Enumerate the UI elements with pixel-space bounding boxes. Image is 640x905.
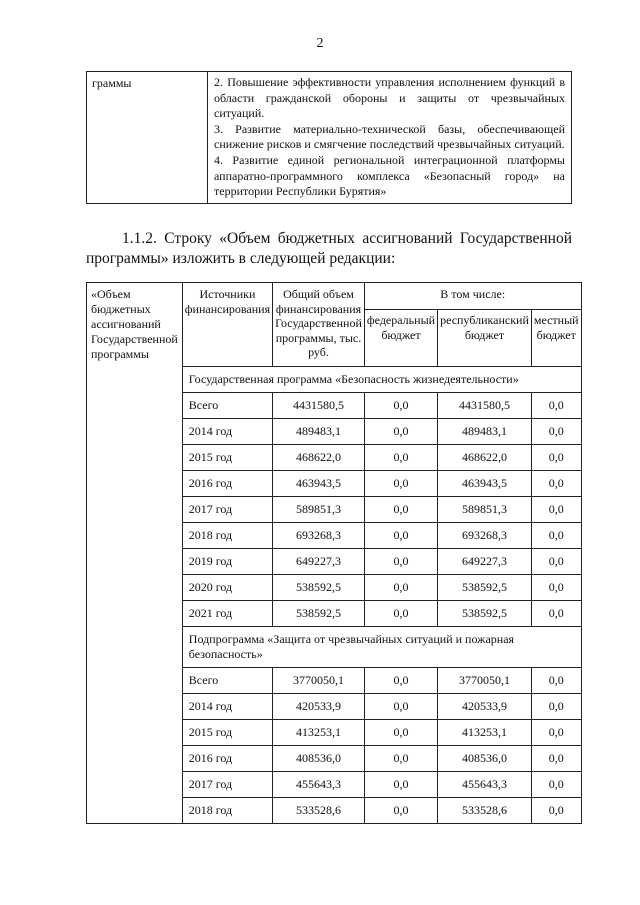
total-cell: 533528,6 xyxy=(273,798,365,824)
federal-cell: 0,0 xyxy=(364,419,437,445)
top-table-row xyxy=(87,72,572,204)
local-cell: 0,0 xyxy=(531,497,581,523)
including-header: В том числе: xyxy=(364,283,581,310)
period-cell: 2014 год xyxy=(182,694,272,720)
local-cell: 0,0 xyxy=(531,445,581,471)
budget-label-cell: «Объем бюджетных ассигнований Государственной программы xyxy=(87,283,183,824)
federal-cell: 0,0 xyxy=(364,471,437,497)
total-cell: 589851,3 xyxy=(273,497,365,523)
federal-cell: 0,0 xyxy=(364,772,437,798)
budget-table-body xyxy=(87,283,582,824)
federal-cell: 0,0 xyxy=(364,445,437,471)
total-cell: 693268,3 xyxy=(273,523,365,549)
federal-cell: 0,0 xyxy=(364,523,437,549)
republic-cell: 533528,6 xyxy=(438,798,532,824)
budget-table xyxy=(86,282,582,824)
period-cell: 2016 год xyxy=(182,471,272,497)
republic-header: республиканский бюджет xyxy=(438,310,532,367)
local-cell: 0,0 xyxy=(531,746,581,772)
republic-cell: 413253,1 xyxy=(438,720,532,746)
republic-cell: 408536,0 xyxy=(438,746,532,772)
total-cell: 408536,0 xyxy=(273,746,365,772)
total-cell: 413253,1 xyxy=(273,720,365,746)
local-cell: 0,0 xyxy=(531,575,581,601)
federal-cell: 0,0 xyxy=(364,549,437,575)
amendment-paragraph xyxy=(86,229,572,269)
goal-item-2: 2. Повышение эффективности управления исполнением функций в области гражданской обороны и защиты от чрезвычайных ситуаций. xyxy=(214,75,565,121)
total-cell: 420533,9 xyxy=(273,694,365,720)
republic-cell: 4431580,5 xyxy=(438,393,532,419)
sources-header: Источники финансирования xyxy=(182,283,272,367)
republic-cell: 455643,3 xyxy=(438,772,532,798)
local-cell: 0,0 xyxy=(531,694,581,720)
local-cell: 0,0 xyxy=(531,419,581,445)
republic-cell: 589851,3 xyxy=(438,497,532,523)
local-cell: 0,0 xyxy=(531,601,581,627)
federal-cell: 0,0 xyxy=(364,668,437,694)
period-cell: 2014 год xyxy=(182,419,272,445)
local-cell: 0,0 xyxy=(531,798,581,824)
total-cell: 455643,3 xyxy=(273,772,365,798)
republic-cell: 538592,5 xyxy=(438,575,532,601)
local-cell: 0,0 xyxy=(531,549,581,575)
federal-cell: 0,0 xyxy=(364,746,437,772)
total-cell: 489483,1 xyxy=(273,419,365,445)
local-cell: 0,0 xyxy=(531,772,581,798)
amendment-text: 1.1.2. Строку «Объем бюджетных ассигнований Государственной программы» изложить в следующей редакции: xyxy=(86,230,572,267)
local-cell: 0,0 xyxy=(531,523,581,549)
total-cell: 538592,5 xyxy=(273,601,365,627)
local-cell: 0,0 xyxy=(531,393,581,419)
period-cell: 2020 год xyxy=(182,575,272,601)
republic-cell: 693268,3 xyxy=(438,523,532,549)
republic-cell: 468622,0 xyxy=(438,445,532,471)
republic-cell: 489483,1 xyxy=(438,419,532,445)
period-cell: 2017 год xyxy=(182,497,272,523)
local-cell: 0,0 xyxy=(531,471,581,497)
section-title: Подпрограмма «Защита от чрезвычайных ситуаций и пожарная безопасность» xyxy=(182,627,581,668)
top-table-left-cell: граммы xyxy=(87,72,208,204)
republic-cell: 420533,9 xyxy=(438,694,532,720)
federal-header: федеральный бюджет xyxy=(364,310,437,367)
republic-cell: 3770050,1 xyxy=(438,668,532,694)
period-cell: Всего xyxy=(182,393,272,419)
period-cell: 2019 год xyxy=(182,549,272,575)
goal-item-4: 4. Развитие единой региональной интеграционной платформы аппаратно-программного комплекса «Безопасный город» на территории Республики Бурятия» xyxy=(214,152,565,199)
section-title: Государственная программа «Безопасность жизнедеятельности» xyxy=(182,367,581,393)
local-header: местный бюджет xyxy=(531,310,581,367)
republic-cell: 463943,5 xyxy=(438,471,532,497)
period-cell: 2018 год xyxy=(182,523,272,549)
goal-item-3: 3. Развитие материально-технической базы, обеспечивающей снижение рисков и смягчение последствий чрезвычайных ситуаций. xyxy=(214,121,565,152)
total-cell: 3770050,1 xyxy=(273,668,365,694)
page-number: 2 xyxy=(316,36,324,51)
federal-cell: 0,0 xyxy=(364,575,437,601)
total-cell: 463943,5 xyxy=(273,471,365,497)
local-cell: 0,0 xyxy=(531,720,581,746)
local-cell: 0,0 xyxy=(531,668,581,694)
period-cell: 2015 год xyxy=(182,445,272,471)
total-cell: 649227,3 xyxy=(273,549,365,575)
republic-cell: 538592,5 xyxy=(438,601,532,627)
top-table-right-cell xyxy=(208,72,572,204)
period-cell: 2017 год xyxy=(182,772,272,798)
total-cell: 4431580,5 xyxy=(273,393,365,419)
federal-cell: 0,0 xyxy=(364,393,437,419)
federal-cell: 0,0 xyxy=(364,720,437,746)
period-cell: 2018 год xyxy=(182,798,272,824)
period-cell: Всего xyxy=(182,668,272,694)
period-cell: 2015 год xyxy=(182,720,272,746)
total-header: Общий объем финансирования Государственной программы, тыс. руб. xyxy=(273,283,365,367)
header-row xyxy=(87,283,582,310)
federal-cell: 0,0 xyxy=(364,497,437,523)
top-table xyxy=(86,71,572,204)
republic-cell: 649227,3 xyxy=(438,549,532,575)
federal-cell: 0,0 xyxy=(364,798,437,824)
federal-cell: 0,0 xyxy=(364,601,437,627)
total-cell: 538592,5 xyxy=(273,575,365,601)
period-cell: 2021 год xyxy=(182,601,272,627)
period-cell: 2016 год xyxy=(182,746,272,772)
federal-cell: 0,0 xyxy=(364,694,437,720)
total-cell: 468622,0 xyxy=(273,445,365,471)
